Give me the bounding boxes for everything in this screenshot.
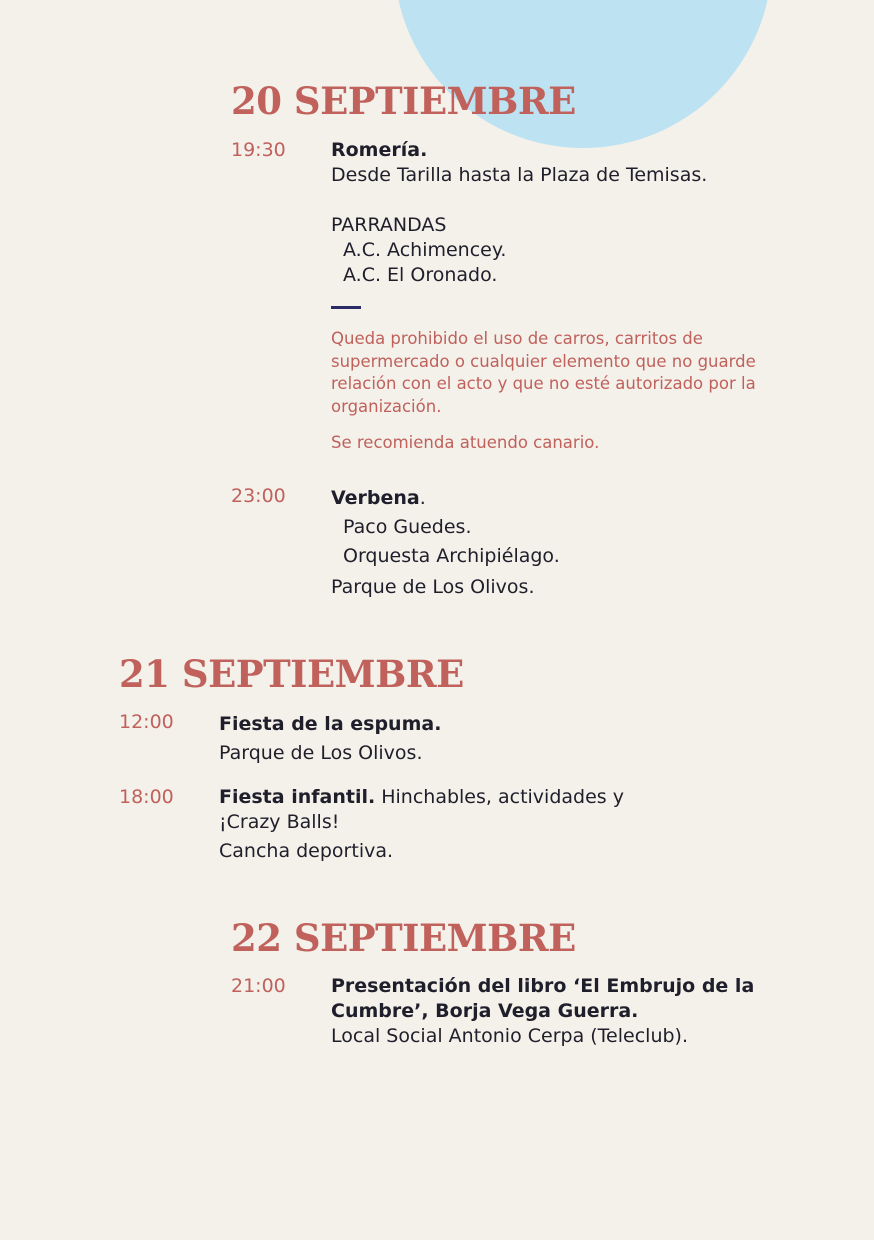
event-infantil — [219, 785, 624, 864]
event-title-libro-line2: Cumbre’, Borja Vega Guerra. — [331, 1000, 639, 1022]
event-location: Cancha deportiva. — [219, 840, 394, 862]
event-title-verbena: Verbena — [331, 487, 420, 509]
notice-prohibition: Queda prohibido el uso de carros, carritos de supermercado o cualquier elemento que no guarde relación con el acto y que no esté autorizado por la organización. — [331, 329, 756, 416]
event-time-libro: 21:00 — [231, 975, 286, 997]
event-desc: Hinchables, actividades y — [375, 786, 624, 808]
event-route: Desde Tarilla hasta la Plaza de Temisas. — [331, 164, 708, 186]
parrandas-label: PARRANDAS — [331, 214, 447, 236]
event-desc-line2: ¡Crazy Balls! — [219, 811, 340, 833]
event-time-verbena: 23:00 — [231, 485, 286, 507]
decorative-blob — [394, 0, 772, 148]
verbena-act: Paco Guedes. — [343, 516, 472, 538]
day-title-20: 20 SEPTIEMBRE — [231, 79, 576, 123]
event-title-infantil: Fiesta infantil. — [219, 786, 376, 808]
event-title-libro-line1: Presentación del libro ‘El Embrujo de la — [331, 975, 755, 997]
divider-rule — [331, 306, 361, 309]
parranda-item: A.C. Achimencey. — [343, 239, 507, 261]
day-title-21: 21 SEPTIEMBRE — [119, 652, 464, 696]
event-time-infantil: 18:00 — [119, 786, 174, 808]
notice-recommendation: Se recomienda atuendo canario. — [331, 433, 600, 452]
event-time-espuma: 12:00 — [119, 711, 174, 733]
event-title-espuma: Fiesta de la espuma. — [219, 713, 442, 735]
event-time-romeria: 19:30 — [231, 139, 286, 161]
event-title-romeria: Romería. — [331, 139, 428, 161]
parranda-item: A.C. El Oronado. — [343, 264, 498, 286]
event-title-period: . — [419, 487, 426, 509]
event-location: Local Social Antonio Cerpa (Teleclub). — [331, 1025, 688, 1047]
verbena-act: Orquesta Archipiélago. — [343, 545, 560, 567]
event-romeria — [331, 138, 707, 288]
event-verbena — [331, 484, 560, 602]
event-location: Parque de Los Olivos. — [331, 576, 535, 598]
day-title-22: 22 SEPTIEMBRE — [231, 916, 576, 960]
event-location: Parque de Los Olivos. — [219, 742, 423, 764]
event-espuma — [219, 710, 441, 768]
event-libro — [331, 974, 754, 1049]
